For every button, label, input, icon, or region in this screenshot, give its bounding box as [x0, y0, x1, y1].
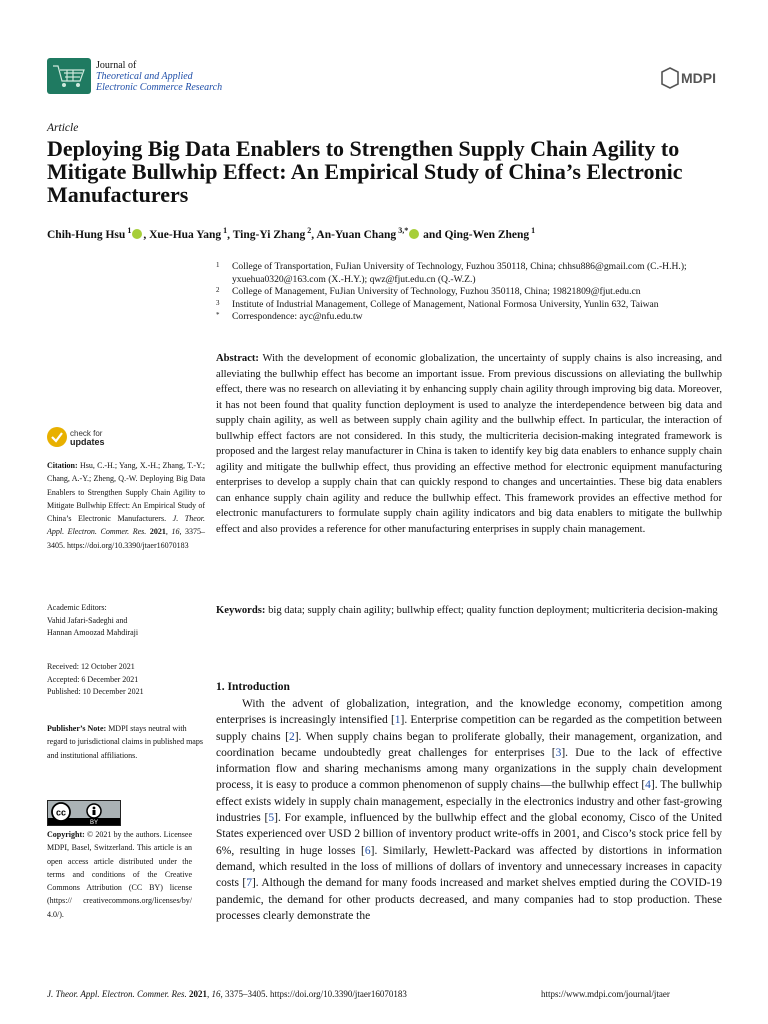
mdpi-logo-text: MDPI	[681, 70, 716, 86]
affiliation-item	[216, 299, 726, 312]
introduction-body	[216, 696, 722, 924]
intro-text: ]. Although the demand for many foods increased and market shelves emptied during the COVID-19 pandemic, the demand for other products decreased, and many companies had to stop production. These processes clearly demonstrate the	[216, 877, 722, 922]
reference-link[interactable]: 1	[394, 714, 401, 727]
footer-citation: J. Theor. Appl. Electron. Commer. Res. 2021, 16, 3375–3405. https://doi.org/10.3390/jtaer16070183	[47, 989, 407, 999]
intro-text: With the advent of globalization, integration, and the knowledge economy, competition among enterprises is increasingly intensified [	[216, 698, 722, 727]
affiliation-number: 1	[216, 261, 220, 269]
reference-link[interactable]: 5	[268, 812, 275, 825]
author-affiliation-sup: 2	[305, 226, 312, 235]
citation-block: Citation: Hsu, C.-H.; Yang, X.-H.; Zhang, T.-Y.; Chang, A.-Y.; Zheng, Q.-W. Deploying Big Data Enablers to Strengthen Supply Chain Agility to Mitigate Bullwhip Effect: An Empirical Study of China’s Electronic Manufacturers. J. Theor. Appl. Electron. Commer. Res. 2021, 16, 3375–3405. https://doi.org/10.3390/jtaer16070183	[47, 461, 206, 550]
intro-text: ]. When supply chains began to proliferate globally, their management, organization, and coordination became undoubtedly great challenges for enterprises [	[216, 730, 722, 759]
journal-name	[96, 60, 222, 93]
mdpi-logo-graphic	[660, 66, 720, 90]
author-separator: ,	[227, 228, 233, 241]
copyright-block	[47, 828, 192, 921]
abstract-label: Abstract:	[216, 353, 259, 364]
author-affiliation-sup: 3,*	[396, 226, 409, 235]
affiliation-number: 3	[216, 298, 220, 307]
academic-editors	[47, 602, 205, 640]
orcid-icon[interactable]	[409, 229, 419, 239]
affiliation-number: 2	[216, 286, 220, 294]
reference-link[interactable]: 6	[364, 844, 371, 857]
citation-journal: J. Theor. Appl. Electron. Commer. Res.	[47, 514, 205, 537]
intro-text: ]. Similarly, Hewlett-Packard was affected by distortions in information demand, which resulted in the loss of millions of dollars of inventory and unnecessary increases in capacity costs [	[216, 844, 722, 890]
journal-logo	[47, 58, 91, 94]
creative-commons-icon	[48, 801, 120, 825]
affiliation-text: Institute of Industrial Management, College of Management, National Formosa University, Yunlin 632, Taiwan	[232, 298, 659, 310]
reference-link[interactable]: 3	[555, 746, 562, 759]
editors-label: Academic Editors:	[47, 603, 107, 612]
keywords-label: Keywords:	[216, 605, 266, 616]
shopping-cart-icon	[47, 58, 91, 94]
footer-volume: 16	[211, 989, 221, 999]
journal-name-line2: Electronic Commerce Research	[96, 82, 223, 93]
author-name: Qing-Wen Zheng	[444, 228, 530, 241]
intro-text: ]. For example, influenced by the bullwhip effect and the global economy, Cisco of the United States experienced over USD 2 billion of inventory product write-offs in 2001, and Cisco’s stock price fell by 6%, resulting in huge losses [	[216, 812, 722, 857]
mdpi-logo	[660, 66, 720, 90]
pubnote-label: Publisher’s Note:	[47, 724, 107, 733]
editor-2: Hannan Amoozad Mahdiraji	[47, 628, 139, 637]
author-name: Ting-Yi Zhang	[232, 228, 306, 241]
received-date: Received: 12 October 2021	[47, 662, 135, 671]
citation-pages: , 3375–3405.	[47, 527, 206, 550]
pubnote-text: MDPI stays neutral with regard to jurisdictional claims in published maps and institutional affiliations.	[47, 724, 203, 760]
citation-label: Citation:	[47, 461, 78, 470]
section-heading-introduction: 1. Introduction	[216, 681, 290, 693]
article-type: Article	[47, 122, 79, 134]
author-affiliation-sup: 1	[529, 226, 536, 235]
keywords-text: big data; supply chain agility; bullwhip effect; quality function deployment; multicriteria decision-making	[268, 605, 718, 616]
affiliation-text: College of Transportation, FuJian University of Technology, Fuzhou 350118, China; chhsu886@gmail.com (C.-H.H.); yxuehua0320@163.com (X.-H.Y.); qwz@fjut.edu.cn (Q.-W.Z.)	[232, 261, 687, 285]
footer-year: 2021	[189, 989, 207, 999]
affiliation-item	[216, 311, 726, 324]
editor-1: Vahid Jafari-Sadeghi and	[47, 615, 128, 625]
intro-text: ]. Enterprise competition can be regarded as the competition between supply chains [	[216, 714, 722, 743]
author-separator: and	[420, 228, 445, 241]
author-name: Xue-Hua Yang	[149, 228, 222, 241]
affiliations	[216, 261, 726, 324]
orcid-icon[interactable]	[132, 229, 142, 239]
author-affiliation-sup: 1	[221, 226, 228, 235]
author-affiliation-sup: 1	[125, 226, 132, 235]
author-list	[47, 226, 737, 241]
check-line2: updates	[70, 437, 105, 447]
copyright-label: Copyright:	[47, 830, 85, 839]
check-for-updates-link[interactable]	[70, 429, 105, 447]
affiliation-item	[216, 286, 726, 299]
introduction-paragraph	[216, 696, 722, 924]
affiliation-number: *	[216, 311, 220, 319]
footer-pages-doi[interactable]: , 3375–3405. https://doi.org/10.3390/jtaer16070183	[220, 989, 407, 999]
publisher-note	[47, 722, 207, 762]
article-title: Deploying Big Data Enablers to Strengthen Supply Chain Agility to Mitigate Bullwhip Effect: An Empirical Study of China’s Electronic Manufacturers	[47, 136, 683, 207]
citation-year: 2021	[149, 527, 166, 537]
reference-link[interactable]: 7	[246, 877, 252, 890]
intro-text: ]. The bullwhip effect exists widely in supply chain management, especially in the electronics industry and other fast-growing industries [	[216, 779, 722, 825]
author-separator: ,	[311, 228, 317, 241]
reference-link[interactable]: 2	[288, 730, 295, 743]
publication-dates	[47, 661, 205, 699]
cc-by-license-badge[interactable]	[47, 800, 121, 826]
abstract-text: With the development of economic globalization, the uncertainty of supply chains is also increasing, and alleviating the bullwhip effect has become an important issue. From previous discussions on alleviating the bullwhip effect, there was no research on alleviating it by enhancing supply chain agility through improving big data. Moreover, it has not been found that quality function deployment is used to analyze the interdependence between big data and supply chain agility, as well as between supply chain agility and the bullwhip effect. In particular, the interaction of bullwhip effect factors are not considered. In this study, the multicriteria decision-making integrated framework is proposed and the largest relay manufacturer in China is taken to identify key big data enablers to enhance supply chain agility and mitigate the bullwhip effect, thus providing an effective method for electronic equipment manufacturing enterprises to develop a supply chain that can quickly respond to changes and uncertainties. These big data enablers can enhance supply chain agility and reduce the bullwhip effect. This framework provides an effective method for electronic manufacturers to formulate supply chain agility indicators and big data enablers to mitigate the bullwhip effect and also provides a reference for other manufacturing enterprises in supply chain management.	[216, 353, 722, 535]
affiliation-item	[216, 261, 726, 286]
author-name: Chih-Hung Hsu	[47, 228, 126, 241]
copyright-text: © 2021 by the authors. Licensee MDPI, Basel, Switzerland. This article is an open access article distributed under the terms and conditions of the Creative Commons Attribution (CC BY) license (https:// creativecommons.org/licenses/by/ 4.0/).	[47, 830, 193, 919]
accepted-date: Accepted: 6 December 2021	[47, 674, 139, 684]
checkmark-icon	[47, 427, 67, 447]
cc-by-text: BY	[89, 820, 99, 825]
intro-text: ]. Due to the lack of effective information flow and sharing mechanisms among many organizations in the supply chain development process, it is easy to produce a common phenomenon of supply chains—the bullwhip effect [	[216, 746, 722, 792]
citation-text: Hsu, C.-H.; Yang, X.-H.; Zhang, T.-Y.; Chang, A.-Y.; Zheng, Q.-W. Deploying Big Data Enablers to Strengthen Supply Chain Agility to Mitigate Bullwhip Effect: An Empirical Study of China’s Electronic Manufacturers.	[47, 461, 206, 524]
journal-name-line1: Theoretical and Applied	[96, 71, 193, 82]
author-separator: ,	[143, 228, 150, 241]
check-line1: check for	[70, 429, 103, 438]
svg-text:cc: cc	[55, 807, 67, 818]
check-for-updates-icon[interactable]	[47, 427, 67, 447]
affiliation-text: Correspondence: ayc@nfu.edu.tw	[232, 311, 363, 322]
citation-volume: 16	[171, 527, 180, 537]
published-date: Published: 10 December 2021	[47, 687, 144, 696]
footer-journal: J. Theor. Appl. Electron. Commer. Res.	[47, 989, 187, 999]
abstract	[216, 351, 722, 537]
keywords	[216, 603, 722, 619]
citation-doi[interactable]: https://doi.org/10.3390/jtaer16070183	[67, 540, 189, 550]
author-name: An-Yuan Chang	[316, 228, 397, 241]
footer-journal-url[interactable]: https://www.mdpi.com/journal/jtaer	[541, 989, 670, 999]
journal-prefix: Journal of	[96, 60, 137, 71]
reference-link[interactable]: 4	[645, 779, 651, 792]
affiliation-text: College of Management, FuJian University of Technology, Fuzhou 350118, China; 19821809@fjut.edu.cn	[232, 286, 641, 297]
